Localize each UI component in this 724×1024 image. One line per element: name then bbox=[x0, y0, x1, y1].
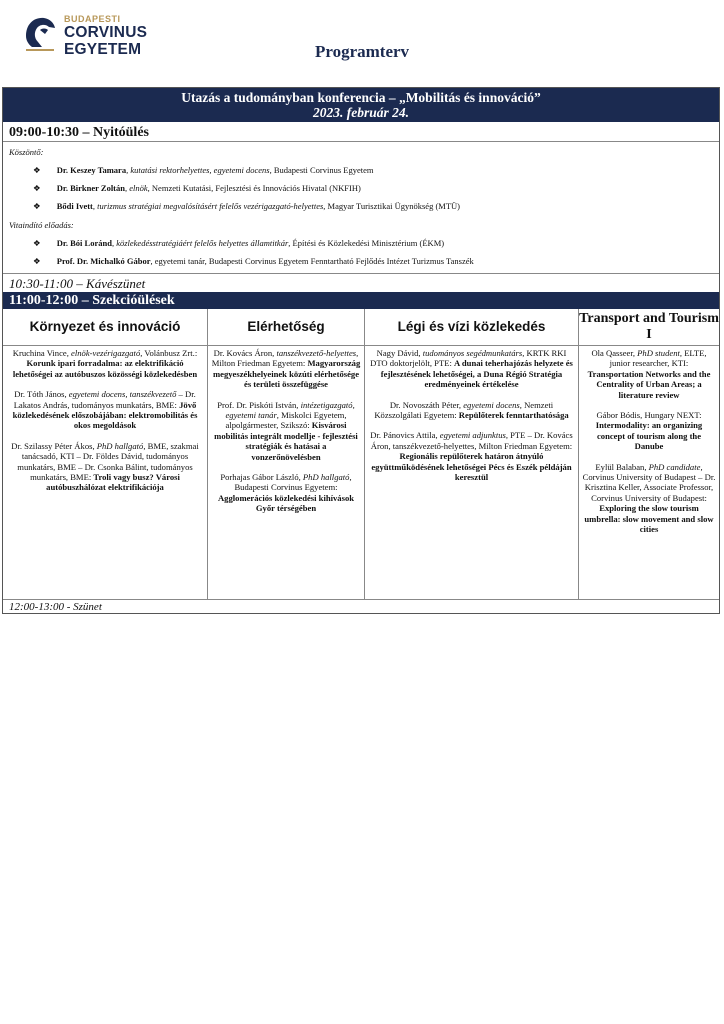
logo-line-2: CORVINUS bbox=[64, 24, 148, 41]
session-column bbox=[208, 309, 365, 599]
talk-entry: Eylül Balaban, PhD candidate, Corvinus University of Budapest – Dr. Krisztina Keller, Associate Professor, Corvinus University of Budapest: Exploring the slow tourism umbrella: slow movement and slow cities bbox=[582, 461, 716, 535]
greeting-label: Köszöntő: bbox=[9, 147, 44, 157]
talk-entry: Porhajas Gábor László, PhD hallgató, Budapesti Corvinus Egyetem: Agglomerációs közlekedési kihívások Győr térségében bbox=[217, 472, 355, 514]
lunch-break: 12:00-13:00 - Szünet bbox=[3, 599, 719, 613]
session-columns bbox=[3, 309, 719, 599]
talk-entry: Nagy Dávid, tudományos segédmunkatárs, KRTK RKI DTO doktorjelölt, PTE: A dunai teherhajózás helyzete és fejlesztésének lehetőségei, a Duna Régió Stratégia eredményeinek értékelése bbox=[370, 348, 573, 390]
talk-entry: Dr. Novoszáth Péter, egyetemi docens, Nemzeti Közszolgálati Egyetem: Repülőterek fenntarthatósága bbox=[374, 399, 569, 421]
session-title: Transport and Tourism I bbox=[579, 309, 719, 346]
talk-entry: Dr. Pánovics Attila, egyetemi adjunktus, PTE – Dr. Kovács Áron, tanszékvezető-helyettes, Milton Friedman Egyetem: Regionális repülőterek határon átnyúló együttműködésének lehetőségei Pécs és Eszék példáján keresztül bbox=[370, 430, 573, 483]
session-column bbox=[3, 309, 208, 599]
greeting-item: ❖ Dr. Keszey Tamara, kutatási rektorhelyettes, egyetemi docens, Budapesti Corvinus Egyetem bbox=[33, 165, 374, 175]
diamond-bullet-icon: ❖ bbox=[33, 183, 41, 193]
diamond-bullet-icon: ❖ bbox=[33, 165, 41, 175]
page-title: Programterv bbox=[314, 42, 410, 61]
session-title: Elérhetőség bbox=[208, 309, 364, 346]
talk-entry: Ola Qasseer, PhD student, ELTE, junior researcher, KTI: Transportation Networks and the Centrality of Urban Areas; a literature review bbox=[587, 348, 711, 400]
logo-line-3: EGYETEM bbox=[64, 41, 142, 58]
diamond-bullet-icon: ❖ bbox=[33, 256, 41, 266]
session-column bbox=[365, 309, 579, 599]
session-title: Környezet és innováció bbox=[3, 309, 207, 346]
greeting-item: ❖ Bődi Ivett, turizmus stratégiai megvalósításért felelős vezérigazgató-helyettes, Magyar Turisztikai Ügynökség (MTÜ) bbox=[33, 201, 460, 211]
opening-session-heading: 09:00-10:30 – Nyitóülés bbox=[3, 123, 719, 142]
talk-entry: Kruchina Vince, elnök-vezérigazgató, Volánbusz Zrt.: Korunk ipari forradalma: az elektrifikáció lehetőségei az autóbuszos közösségi közlekedésben bbox=[12, 348, 198, 379]
diamond-bullet-icon: ❖ bbox=[33, 201, 41, 211]
greeting-item: ❖ Dr. Birkner Zoltán, elnök, Nemzeti Kutatási, Fejlesztési és Innovációs Hivatal (NKFIH) bbox=[33, 183, 361, 193]
keynote-item: ❖ Prof. Dr. Michalkó Gábor, egyetemi tanár, Budapesti Corvinus Egyetem Fenntartható Fejlődés Intézet Turizmus Tanszék bbox=[33, 256, 474, 266]
keynote-item: ❖ Dr. Bói Loránd, közlekedésstratégiáért felelős helyettes államtitkár, Építési és Közlekedési Minisztérium (ÉKM) bbox=[33, 238, 445, 248]
logo-line-1: BUDAPESTI bbox=[64, 14, 121, 24]
conference-date: 2023. február 24. bbox=[312, 105, 409, 120]
talk-entry: Dr. Kovács Áron, tanszékvezető-helyettes, Milton Friedman Egyetem: Magyarország megyeszékhelyeinek közúti elérhetősége és területi összefüggése bbox=[211, 348, 361, 390]
talk-entry: Prof. Dr. Piskóti István, intézetigazgató, egyetemi tanár, Miskolci Egyetem, alpolgármester, Szikszó: Kisvárosi mobilitás integrált modellje - fejlesztési stratégiák és hatásai a vonzerőnövelésben bbox=[214, 399, 358, 462]
conference-title: Utazás a tudományban konferencia – „Mobilitás és innováció” bbox=[181, 90, 541, 105]
diamond-bullet-icon: ❖ bbox=[33, 238, 41, 248]
sessions-heading: 11:00-12:00 – Szekcióülések bbox=[3, 292, 719, 309]
coffee-break: 10:30-11:00 – Kávészünet bbox=[3, 273, 719, 292]
talk-entry: Gábor Bódis, Hungary NEXT: Intermodality: an organizing concept of tourism along the Danube bbox=[595, 410, 703, 452]
keynote-label: Vitaindító előadás: bbox=[9, 220, 74, 230]
session-column bbox=[579, 309, 719, 599]
talk-entry: Dr. Tóth János, egyetemi docens, tanszékvezető – Dr. Lakatos András, tudományos munkatárs, BME: Jövő közlekedésének előszobájában: elektromobilitás és okos megoldások bbox=[12, 389, 198, 431]
session-title: Légi és vízi közlekedés bbox=[365, 309, 578, 346]
talk-entry: Dr. Szilassy Péter Ákos, PhD hallgató, BME, szakmai tanácsadó, KTI – Dr. Földes Dávid, tudományos munkatárs, BME – Dr. Csonka Bálint, tudományos munkatárs, BME: Troli vagy busz? Városi autóbuszhálózat elektrifikációja bbox=[11, 440, 199, 493]
opening-session-body bbox=[3, 143, 719, 273]
conference-banner bbox=[3, 88, 719, 122]
